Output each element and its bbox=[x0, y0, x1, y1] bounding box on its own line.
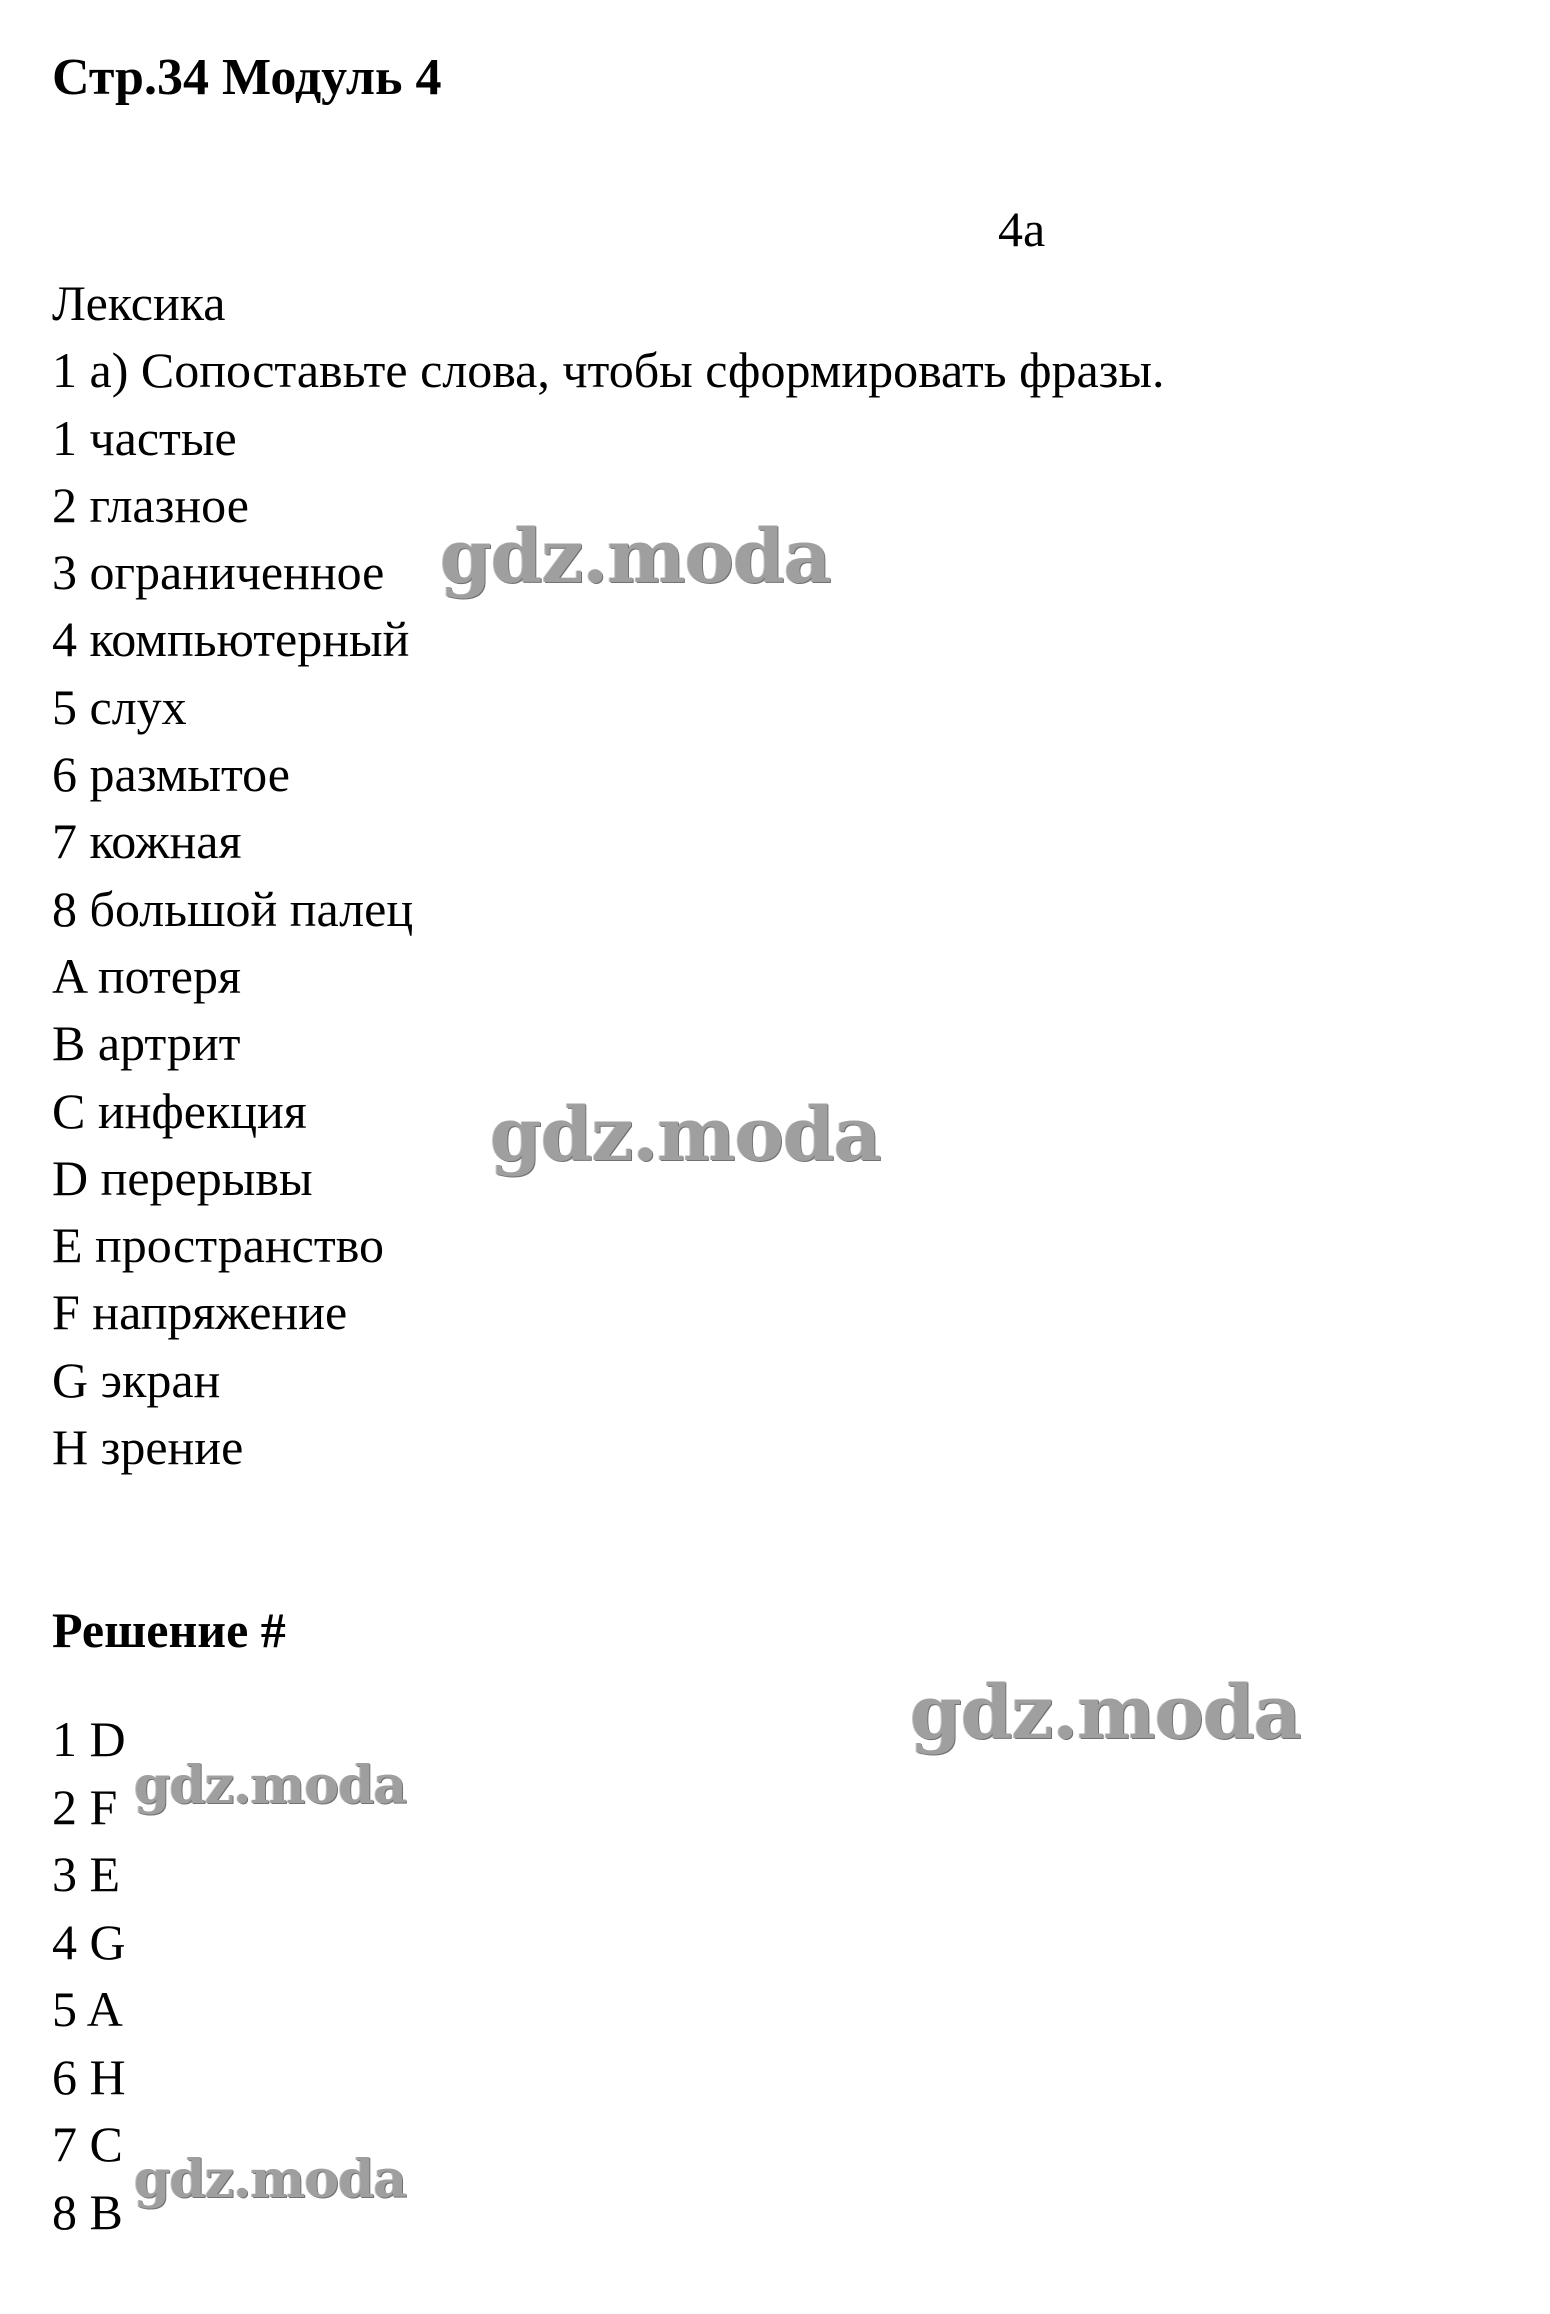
word-item: 1 частые bbox=[52, 409, 237, 466]
watermark: gdz.moda bbox=[440, 514, 831, 600]
answer-item: 3 E bbox=[52, 1846, 121, 1902]
section-heading: Лексика bbox=[52, 275, 226, 331]
answer-item: 2 F bbox=[52, 1778, 118, 1835]
solution-title: Решение # bbox=[52, 1602, 286, 1658]
word-item: 3 ограниченное bbox=[52, 544, 385, 601]
task-text bbox=[52, 270, 1165, 1481]
section-number: 4a bbox=[998, 201, 1046, 257]
word-item: 6 размытое bbox=[52, 746, 290, 803]
answer-item: 8 B bbox=[52, 2183, 123, 2240]
answer-item: 7 C bbox=[52, 2116, 123, 2172]
match-item: H зрение bbox=[52, 1419, 244, 1476]
answer-item: 6 H bbox=[52, 2048, 126, 2105]
match-item: E пространство bbox=[52, 1217, 384, 1274]
watermark: gdz.moda bbox=[490, 1092, 881, 1178]
watermark: gdz.moda bbox=[134, 2149, 407, 2210]
answer-item: 4 G bbox=[52, 1913, 126, 1970]
answer-list bbox=[52, 1706, 126, 2246]
watermark: gdz.moda bbox=[910, 1670, 1301, 1756]
match-item: B артрит bbox=[52, 1015, 241, 1072]
word-item: 7 кожная bbox=[52, 813, 242, 870]
answer-item: 1 D bbox=[52, 1711, 126, 1767]
match-item: C инфекция bbox=[52, 1082, 307, 1139]
word-item: 4 компьютерный bbox=[52, 611, 410, 668]
answer-item: 5 A bbox=[52, 1981, 123, 2037]
match-item: F напряжение bbox=[52, 1284, 348, 1341]
match-item: D перерывы bbox=[52, 1149, 313, 1206]
word-item: 5 слух bbox=[52, 678, 187, 735]
word-item: 2 глазное bbox=[52, 476, 249, 533]
task-instruction: 1 а) Сопоставьте слова, чтобы сформировать фразы. bbox=[52, 342, 1165, 399]
match-item: A потеря bbox=[52, 947, 241, 1004]
page-title: Стр.34 Модуль 4 bbox=[52, 49, 442, 106]
word-item: 8 большой палец bbox=[52, 880, 414, 937]
watermark: gdz.moda bbox=[134, 1755, 407, 1816]
match-item: G экран bbox=[52, 1351, 221, 1408]
